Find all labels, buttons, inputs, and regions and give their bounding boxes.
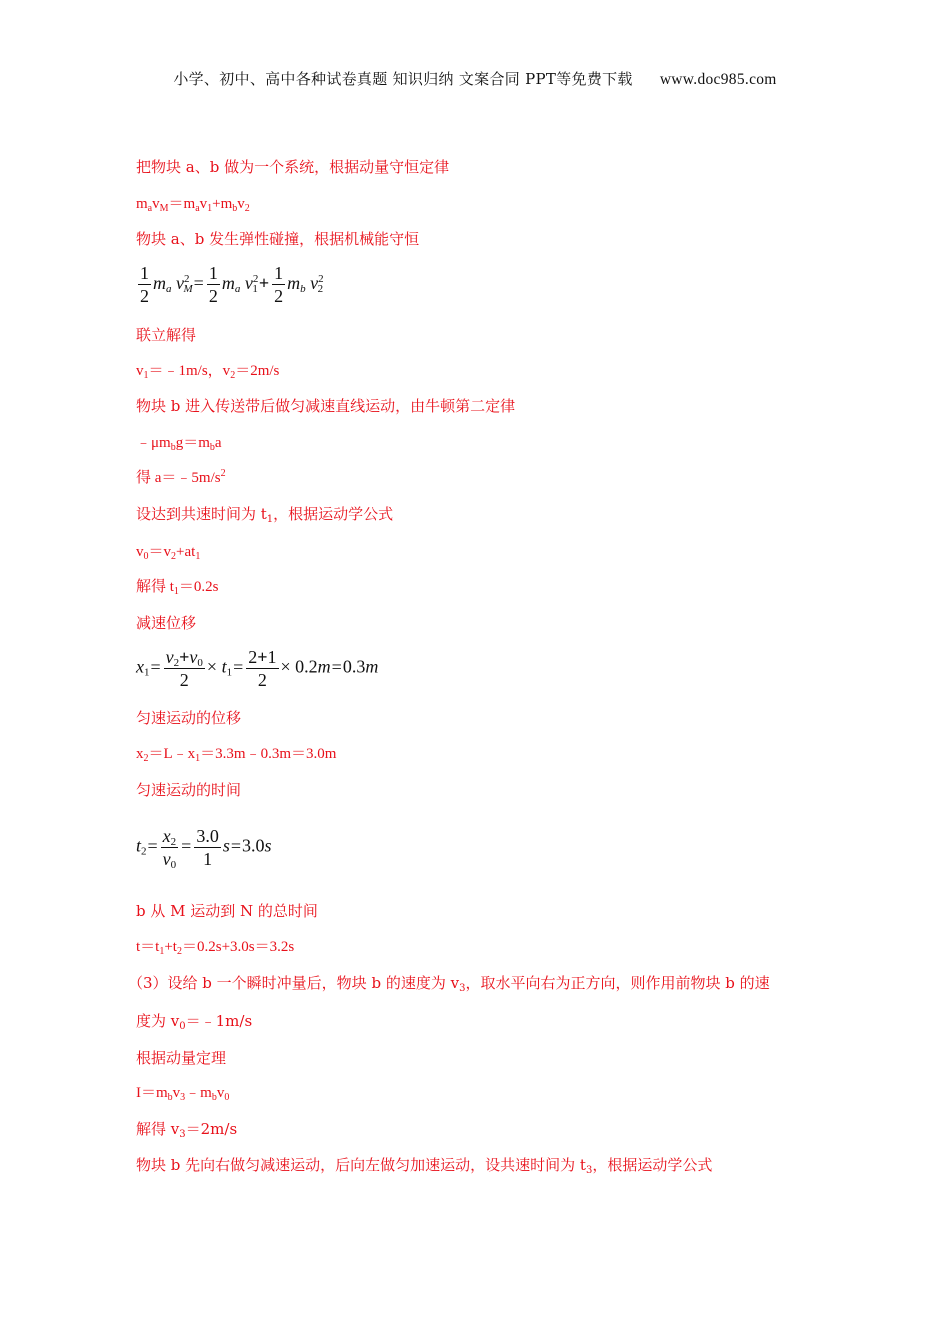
result-total-time: $t=t_1+t_2=0.2s+3.0s=3.2s$ [136,939,295,957]
equation-t2: $t_2=$ $\frac{x_2}{v_0}$ = $\frac{3.0}{1}$ s=3.0s [136,826,272,871]
equation-energy: $\frac{1}{2}$ $m_a$ $v^2_M=$ $\frac{1}{2}$ $m_a$ $v^2_1+$ $\frac{1}{2}$ $m_b$ $v^2_2$ [140,263,324,306]
text-line: 减速位移 [136,614,197,632]
text-line: 设达到共速时间为 $t_1$，根据运动学公式 [136,505,394,525]
text-line: 度为 $v_0=﹣1m/s$ [136,1012,253,1032]
equation-x2: $x_2=L﹣x_1=3.3m﹣0.3m=3.0m$ [136,746,337,764]
text-line: 物块 a、b 发生弹性碰撞，根据机械能守恒 [136,230,420,248]
text-line: （3）设给 b 一个瞬时冲量后，物块 b 的速度为 $v_3$，取水平向右为正方向，则作用前物块 b 的速 [128,974,770,994]
result-line: 解得 $v_3=2m/s$ [136,1120,238,1140]
page-header [0,68,950,89]
text-line: 根据动量定理 [136,1049,227,1067]
text-line: 匀速运动的时间 [136,781,242,799]
equation-impulse: $I=m_bv_3﹣m_bv_0$ [136,1085,230,1103]
equation-displacement: $x_1=$ $\frac{v_2+v_0}{2}$ × $t_1=$ $\frac{2+1}{2}$ × 0.2m=0.3m [136,647,379,690]
text-line: 联立解得 [136,326,197,344]
equation-newton: $﹣\mu m_bg=m_ba$ [136,435,222,453]
header-text: 小学、初中、高中各种试卷真题 知识归纳 文案合同 PPT等免费下载 [173,70,633,88]
equation-kinematics: $v_0=v_2+at_1$ [136,544,201,562]
result-line: 解得 $t_1=0.2s$ [136,579,219,597]
text-line: 匀速运动的位移 [136,709,242,727]
header-url[interactable]: www.doc985.com [659,71,777,88]
result-line: $v_1=﹣1m/s$，$v_2=2m/s$ [136,363,280,381]
equation-momentum: $m_av_M=m_av_1+m_bv_2$ [136,196,250,214]
text-line: 物块 b 先向右做匀减速运动，后向左做匀加速运动，设共速时间为 $t_3$，根据运动学公式 [136,1156,713,1176]
text-line: 物块 b 进入传送带后做匀减速直线运动，由牛顿第二定律 [136,397,516,415]
text-line: 把物块 a、b 做为一个系统，根据动量守恒定律 [136,158,450,176]
result-line: 得 $a=﹣5m/s^2$ [136,468,226,486]
text-line: b 从 M 运动到 N 的总时间 [136,902,318,920]
